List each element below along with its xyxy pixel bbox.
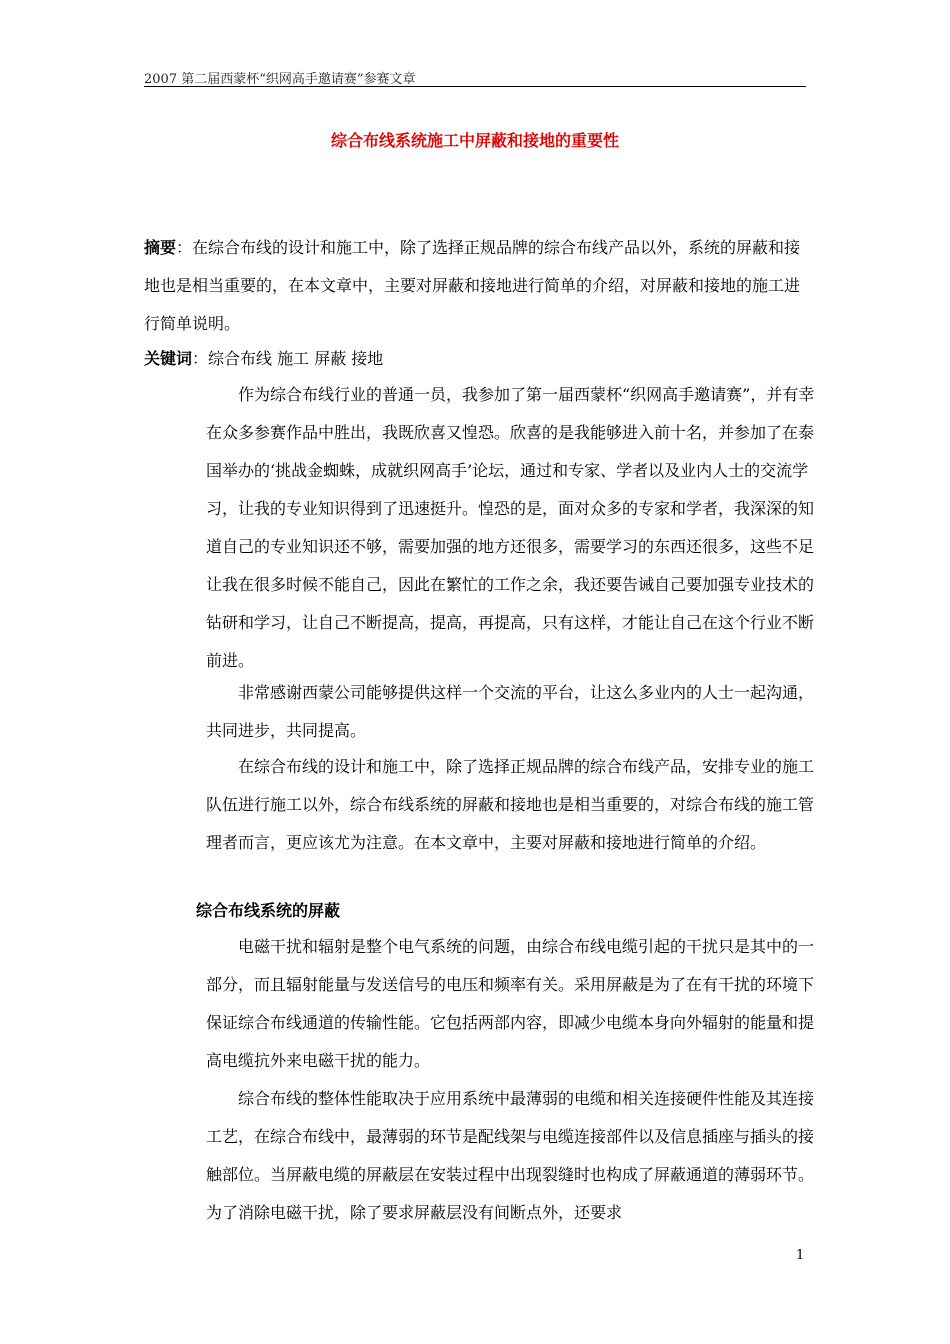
section-heading: 综合布线系统的屏蔽 (196, 901, 341, 920)
page-number: 1 (796, 1248, 805, 1263)
abstract-text: ：在综合布线的设计和施工中，除了选择正规品牌的综合布线产品以外，系统的屏蔽和接地也是相当重要的，在本文章中，主要对屏蔽和接地进行简单的介绍，对屏蔽和接地的施工进行简单说明。 (144, 238, 801, 333)
header-rule (144, 86, 806, 87)
paragraph-intro: 作为综合布线行业的普通一员，我参加了第一届西蒙杯“织网高手邀请赛”，并有幸在众多参赛作品中胜出，我既欣喜又惶恐。欣喜的是我能够进入前十名，并参加了在泰国举办的‘挑战金蜘蛛，成就织网高手’论坛，通过和专家、学者以及业内人士的交流学习，让我的专业知识得到了迅速挺升。惶恐的是，面对众多的专家和学者，我深深的知道自己的专业知识还不够，需要加强的地方还很多，需要学习的东西还很多，这些不足让我在很多时候不能自己，因此在繁忙的工作之余，我还要告诫自己要加强专业技术的钻研和学习，让自己不断提高，提高，再提高，只有这样，才能让自己在这个行业不断前进。 (206, 385, 815, 670)
abstract-label: 摘要 (144, 238, 177, 257)
keywords (144, 340, 806, 378)
paragraph-performance: 综合布线的整体性能取决于应用系统中最薄弱的电缆和相关连接硬件性能及其连接工艺，在综合布线中，最薄弱的环节是配线架与电缆连接部件以及信息插座与插头的接触部位。当屏蔽电缆的屏蔽层在安装过程中出现裂缝时也构成了屏蔽通道的薄弱环节。为了消除电磁干扰，除了要求屏蔽层没有间断点外，还要求 (206, 1089, 815, 1222)
keywords-text: ：综合布线 施工 屏蔽 接地 (192, 349, 384, 368)
paragraph-thanks: 非常感谢西蒙公司能够提供这样一个交流的平台，让这么多业内的人士一起沟通，共同进步，共同提高。 (206, 683, 815, 740)
document-title: 综合布线系统施工中屏蔽和接地的重要性 (330, 131, 619, 150)
keywords-label: 关键词 (144, 349, 193, 368)
paragraph-overview: 在综合布线的设计和施工中，除了选择正规品牌的综合布线产品，安排专业的施工队伍进行施工以外，综合布线系统的屏蔽和接地也是相当重要的，对综合布线的施工管理者而言，更应该尤为注意。在本文章中，主要对屏蔽和接地进行简单的介绍。 (206, 757, 815, 852)
paragraph-interference: 电磁干扰和辐射是整个电气系统的问题，由综合布线电缆引起的干扰只是其中的一部分，而且辐射能量与发送信号的电压和频率有关。采用屏蔽是为了在有干扰的环境下保证综合布线通道的传输性能。它包括两部内容，即减少电缆本身向外辐射的能量和提高电缆抗外来电磁干扰的能力。 (206, 937, 815, 1070)
abstract (144, 229, 806, 343)
running-header: 2007 第二届西蒙杯“织网高手邀请赛”参赛文章 (144, 72, 416, 87)
